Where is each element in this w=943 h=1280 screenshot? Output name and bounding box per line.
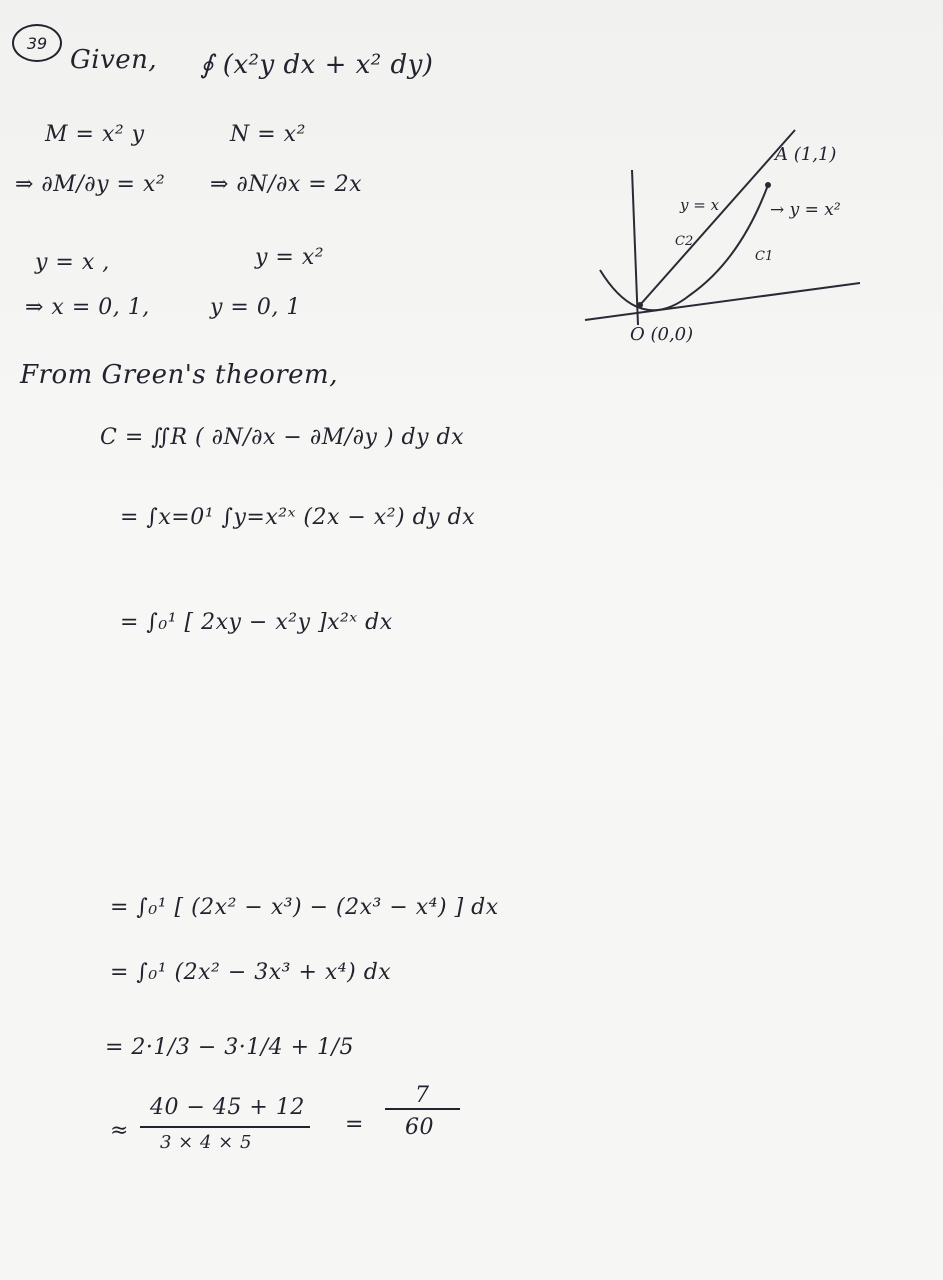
step-4: = ∫₀¹ [ (2x² − x³) − (2x³ − x⁴) ] dx <box>110 895 499 920</box>
def-n: N = x² <box>230 122 306 147</box>
approx-sign: ≈ <box>110 1118 129 1143</box>
step-3: = ∫₀¹ [ 2xy − x²y ]x²ˣ dx <box>120 610 393 635</box>
parabola-label: → y = x² <box>770 200 841 220</box>
result-denominator: 60 <box>405 1115 434 1140</box>
step-7-denominator: 3 × 4 × 5 <box>160 1132 252 1153</box>
problem-number-text: 39 <box>26 33 48 53</box>
given-integral: ∮ (x²y dx + x² dy) <box>200 50 434 80</box>
partial-n: ⇒ ∂N/∂x = 2x <box>210 172 363 197</box>
partial-m: ⇒ ∂M/∂y = x² <box>15 172 166 197</box>
limits-x: ⇒ x = 0, 1, <box>25 295 150 320</box>
step-6: = 2·1/3 − 3·1/4 + 1/5 <box>105 1035 354 1060</box>
step-1: C = ∬R ( ∂N/∂x − ∂M/∂y ) dy dx <box>100 425 465 450</box>
step-2: = ∫x=0¹ ∫y=x²ˣ (2x − x²) dy dx <box>120 505 476 530</box>
point-a-dot <box>765 182 771 188</box>
greens-heading: From Green's theorem, <box>20 360 338 390</box>
result-fraction-bar <box>385 1108 460 1110</box>
point-a-label: A (1,1) <box>775 144 837 165</box>
line-label: y = x <box>680 196 720 214</box>
c2-label: C2 <box>675 234 694 249</box>
curve-line: y = x , <box>35 250 110 275</box>
limits-y: y = 0, 1 <box>210 295 301 320</box>
equals-sign: = <box>345 1112 364 1137</box>
problem-number <box>12 24 62 62</box>
curve-parabola: y = x² <box>255 245 325 270</box>
step-5: = ∫₀¹ (2x² − 3x³ + x⁴) dx <box>110 960 392 985</box>
c1-label: C1 <box>755 249 774 264</box>
origin-label: O (0,0) <box>630 324 694 345</box>
def-m: M = x² y <box>45 122 145 147</box>
step-7-fraction-bar <box>140 1126 310 1128</box>
result-numerator: 7 <box>415 1083 430 1108</box>
region-graph <box>580 115 900 355</box>
step-7-numerator: 40 − 45 + 12 <box>150 1095 305 1120</box>
given-label: Given, <box>70 45 158 75</box>
origin-dot <box>637 302 643 308</box>
y-axis <box>632 170 638 325</box>
